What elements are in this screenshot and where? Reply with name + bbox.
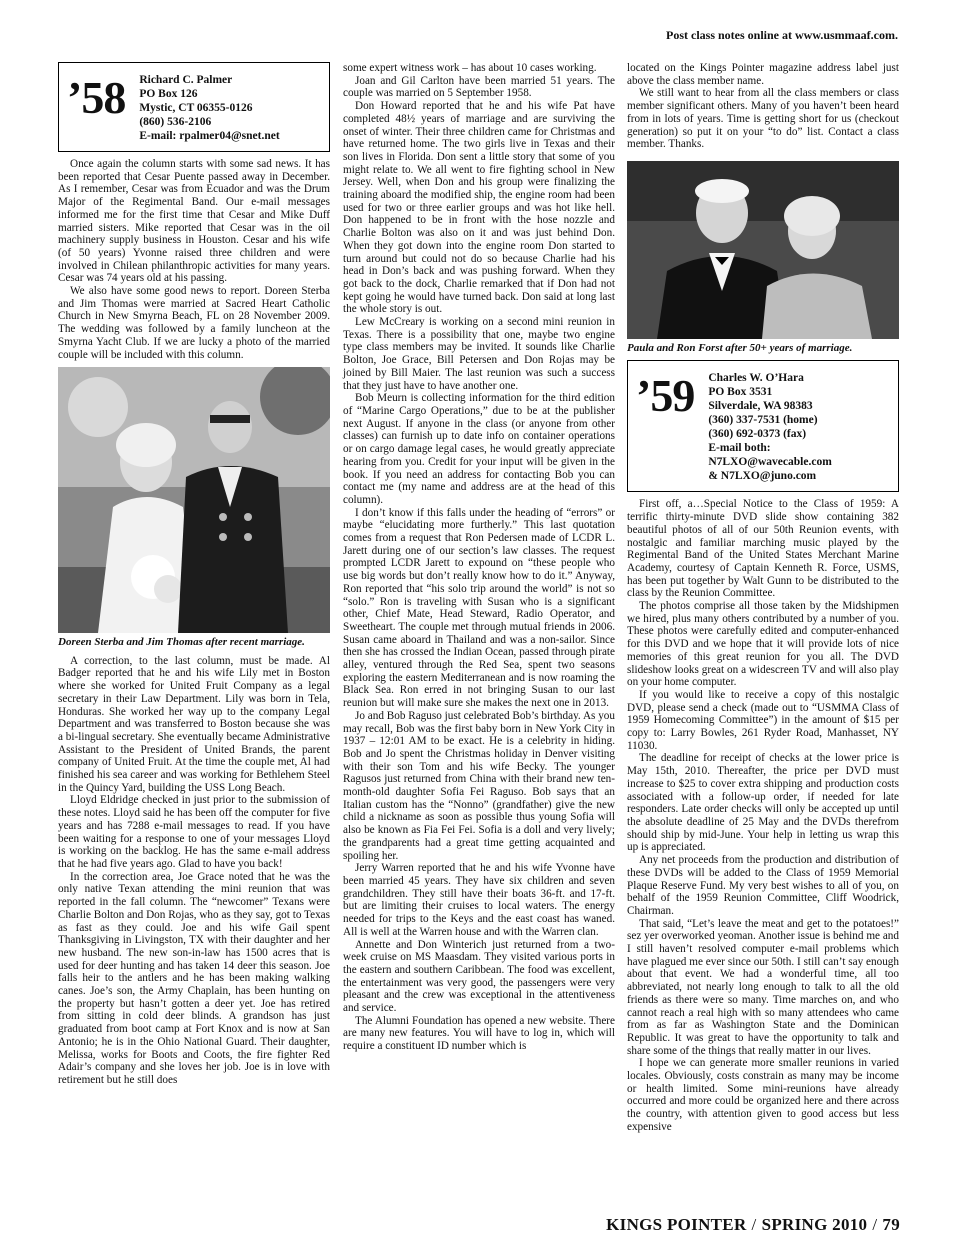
contact-phone-home: (360) 337-7531 (home) bbox=[708, 414, 818, 427]
paragraph: The photos comprise all those taken by the Midshipmen we hired, plus many others contributed by a number of you. These photos were carefully edited and computer-enhanced for this DVD and we hope that it will provide lots of nice memories of this great reunion for you all. The DVD slideshow looks great on a widescreen TV and will also play on your home computer. bbox=[627, 600, 899, 689]
page-footer: KINGS POINTER / SPRING 2010 / 79 bbox=[606, 1215, 900, 1234]
wedding-photo bbox=[58, 367, 330, 633]
paragraph: Jerry Warren reported that he and his wife Yvonne have been married 45 years. They have six children and seven grandchildren. They still have their boats 36-ft. and 17-ft. but are limiting their cruises to local waters. The energy needed for trips to the Keys and the east coast has waned. All is well at the Warren house and with the Warren clan. bbox=[343, 862, 615, 938]
paragraph: located on the Kings Pointer magazine address label just above the class member name. bbox=[627, 62, 899, 87]
class-58-contact bbox=[139, 73, 279, 143]
paragraph: Once again the column starts with some sad news. It has been reported that Cesar Puente passed away in December. As I remember, Cesar was from Ecuador and was the Drum Major of the Regimental Band. Our e-mail messages informed me for the first time that Cesar and Mike Duff married sisters. Mike reported that Cesar was in the oil machinery supply business in Houston. Cesar and his wife (of 50 years) Yvonne raised three children and were involved in Chilean philanthropic activities for many years. Cesar was 74 years old at his passing. bbox=[58, 158, 330, 285]
contact-name: Richard C. Palmer bbox=[139, 74, 233, 86]
column-2 bbox=[343, 62, 615, 1053]
photo-caption-2: Paula and Ron Forst after 50+ years of marriage. bbox=[627, 341, 853, 354]
paragraph: I don’t know if this falls under the heading of “errors” or maybe “elucidating more furtherly.” This last quotation comes from a request that Ron Pedersen made of LCDR L. Jarett during one of our section’s law classes. The request prompted LCDR Jarett to expound on “these people who use big words but don’t really know how to do it.” Anyway, Ron reported that “his solo trip around the world” is not so “solo.” Ron is traveling with Susan who is a significant other, Chief Mate, Head Steward, Radio Operator, and Sweetheart. The couple met through mutual friends in 2006. Susan came aboard in Thailand and was a non-sailor. Since then she has crossed the Indian Ocean, passed through pirate alley, ventured through the Red Sea, spent two seasons exploring the eastern Mediterranean and is now roaming the Black Sea. Ron erred in not bringing Susan to our last reunion but will make sure she makes the next one in 2013. bbox=[343, 506, 615, 710]
paragraph: Joan and Gil Carlton have been married 51 years. The couple was married on 5 September 1958. bbox=[343, 74, 615, 100]
contact-name: Charles W. O’Hara bbox=[708, 372, 804, 385]
contact-email-1[interactable]: N7LXO@wavecable.com bbox=[708, 456, 832, 469]
paragraph: Don Howard reported that he and his wife Pat have completed 48½ years of marriage and are surviving the onset of winter. Their three children came for Christmas and have returned home. The two girls live in Texas and their son lives in Florida. Don sent a little story that some of you might relate to. We all went to fire fighting school in New Jersey. Well, when Don and his group were finalizing the training aboard the modified ship, the engine room had been used for two or three earlier groups and was hot like hell. Don happened to be in front with the hose nozzle and Charlie Bolton was also on it and was just behind Don. When they got down into the engine room Don started to turn around but could not do so because Charlie had his head in Don’s back and was pushing forward. When they got back to the dock, Charlie remarked that if Don had not kept going he would have turned back. Don said at long last the whole story is out. bbox=[343, 100, 615, 316]
paragraph: Jo and Bob Raguso just celebrated Bob’s birthday. As you may recall, Bob was the first baby born in New York City in 1937 – 12:01 AM to be exact. He is a celebrity in hiding. Bob and Jo spent the Christmas holiday in Denver visiting with their son Tom and his wife Becky. The younger Ragusos just returned from China with their brand new ten-month-old daughter Sofia Fei Raguso. Bob says that an Italian custom has the “Nonno” (grandfather) give the new child a nickname as soon as possible thus young Sofia will also be known as Fia Fei Fei. Sofia is a doll and very lively; the grandparents had a great time getting acquainted and spoiling her. bbox=[343, 709, 615, 862]
paragraph: A correction, to the last column, must be made. Al Badger reported that he and his wife Lily met in Boston where she worked for United Fruit Company as a legal secretary in their Law Department. Lily was born in Tela, Honduras. She worked her way up to the company Legal Department and was transferred to Boston because she was a bi-lingual secretary. She eventually became Administrative Assistant to the President of United Brands, the parent company of United Fruit. At the time the couple met, Al had finished his sea career and was working for Bethlehem Steel in the Quincy Yard, building the USS Long Beach. bbox=[58, 654, 330, 794]
paragraph: The deadline for receipt of checks at the lower price is May 15th, 2010. Thereafter, the price per DVD must increase to $25 to cover extra shipping and production costs associated with a follow-up order, if needed for late responders. Late order checks will only be accepted up until the absolute deadline of 25 May and the DVDs therefrom should ship by mid-June. Your help in letting us wrap this up is appreciated. bbox=[627, 752, 899, 854]
contact-phone: (860) 536-2106 bbox=[139, 116, 212, 128]
contact-city: Silverdale, WA 98383 bbox=[708, 400, 813, 413]
paragraph: Any net proceeds from the production and distribution of these DVDs will be added to the Class of 1959 Memorial Plaque Reserve Fund. My very best wishes to all of you, on behalf of the 1959 Reunion Committee, Cliff Woodrick, Chairman. bbox=[627, 854, 899, 917]
column-1 bbox=[58, 62, 330, 1087]
class-year-59: ’59 bbox=[636, 370, 695, 422]
paragraph: Lew McCreary is working on a second mini reunion in Texas. There is a possibility that one, maybe two engine type class members may be invited. It sounds like Charlie Bolton, Joe Grace, Bill Petersen and Don Rojas may be joined by Bill Maier. The last reunion was such a success that they just have to have another one. bbox=[343, 316, 615, 392]
paragraph: That said, “Let’s leave the meat and get to the potatoes!” sez yer overworked yeoman. Another issue is behind me and I still haven’t resolved computer e-mail problems which have plagued me ever since our 50th. I still can’t say enough about that event. We had a wonderful time, all too abbreviated, not nearly long enough to talk to all the old friends as there were so many. Time marches on, and who cannot reach a real high with so many attendees who came from as far as Washington State and the Dominican Republic. It was great to have the opportunity to talk and share some of the things that really matter in our lives. bbox=[627, 917, 899, 1057]
contact-city: Mystic, CT 06355-0126 bbox=[139, 102, 253, 114]
paragraph: In the correction area, Joe Grace noted that he was the only native Texan attending the mini reunion that was reported in the fall column. The “newcomer” Texans were Charlie Bolton and Don Rojas, who as they say, got to Texas as fast as they could. Joe and his wife Gail spent Thanksgiving in Livingston, TX with their daughter and her new husband. The new son-in-law has 1500 acres that is used for deer hunting and has taken 14 deer this season. Joe falls heir to the antlers and he has been making walking canes. Joe’s son, the Army Chaplain, has been hunting on the property but hasn’t gotten a deer yet. Joe has retired from sitting in cold deer blinds. A grandson has just graduated from boot camp at Fort Knox and is now at San Antonio; he is in the Ohio National Guard. Their daughter, Melissa, works for Boots and Coots, the fire fighter Red Adair’s company and she loves her job. Joe is in love with retirement but he still does bbox=[58, 870, 330, 1086]
contact-email-label: E-mail both: bbox=[708, 442, 771, 455]
paragraph: We also have some good news to report. Doreen Sterba and Jim Thomas were married at Sacred Heart Catholic Church in New Smyrna Beach, FL on 28 November 2009. The wedding was followed by a family luncheon at the Smyrna Yacht Club. If we are lucky a photo of the married couple will be included with this column. bbox=[58, 285, 330, 361]
class-59-address-box bbox=[627, 360, 899, 492]
magazine-name: KINGS POINTER bbox=[606, 1215, 747, 1234]
contact-address: PO Box 126 bbox=[139, 88, 198, 100]
paragraph: Annette and Don Winterich just returned from a two-week cruise on MS Maasdam. They visited various ports in the eastern and southern Caribbean. The food was excellent, the entertainment was very good, the passengers were very pleasant and the crew was exceptional in the attentiveness and service. bbox=[343, 938, 615, 1015]
photo-caption-1: Doreen Sterba and Jim Thomas after recent marriage. bbox=[58, 636, 305, 649]
paragraph: I hope we can generate more smaller reunions in varied locales. Obviously, costs constrain as many may be income or health limited. Some mini-reunions have already occurred and more could be organized here and there across the country, with attention given to good access but less expensive bbox=[627, 1057, 899, 1133]
column-3 bbox=[627, 62, 899, 1134]
couple-photo bbox=[627, 161, 899, 339]
class-year-58: ’58 bbox=[67, 72, 126, 123]
paragraph: First off, a…Special Notice to the Class of 1959: A terrific thirty-minute DVD slide show containing 382 beautiful photos of all of our 50th Reunion events, with nostalgic and familiar marching music played by the Regimental Band of the United States Merchant Marine Academy, courtesy of Captain Kenneth R. Force, USMS, has been put together by Walt Gunn to be distributed to the class by the Reunion Committee. bbox=[627, 498, 899, 600]
contact-email[interactable]: E-mail: rpalmer04@snet.net bbox=[139, 130, 280, 142]
contact-email-2[interactable]: & N7LXO@juno.com bbox=[708, 470, 817, 483]
paragraph: The Alumni Foundation has opened a new website. There are many new features. You will have to log in, which will require a constituent ID number which is bbox=[343, 1014, 615, 1053]
header-note: Post class notes online at www.usmmaaf.com. bbox=[666, 28, 898, 42]
paragraph: Bob Meurn is collecting information for the third edition of “Marine Cargo Operations,” due to be at the publisher next August. If anyone in the class (or anyone from other classes) can furnish up to date info on container operations or on cargo damage legal cases, he would greatly appreciate hearing from you. Credit for your input will be given in the book. If you need an address for contacting Bob you can contact me (my name and address are at the head of this column). bbox=[343, 392, 615, 506]
issue-name: SPRING 2010 bbox=[761, 1215, 868, 1234]
class-59-contact bbox=[708, 371, 831, 483]
paragraph: Lloyd Eldridge checked in just prior to the submission of these notes. Lloyd said he has been off the computer for five years and has 7288 e-mail messages to read. If you have been waiting for a response to one of your messages Lloyd is working on the backlog. He has the same e-mail address that he had five years ago. Glad to have you back! bbox=[58, 794, 330, 870]
contact-fax: (360) 692-0373 (fax) bbox=[708, 428, 807, 441]
page-number: 79 bbox=[882, 1215, 900, 1234]
paragraph: We still want to hear from all the class members or class member significant others. Many of you haven’t been heard from in lots of years. Time is getting short for us (checkout generation) so put it on your “to do” list. Contact a class member. Thanks. bbox=[627, 87, 899, 151]
class-58-address-box bbox=[58, 62, 330, 152]
contact-address: PO Box 3531 bbox=[708, 386, 773, 399]
paragraph: some expert witness work – has about 10 cases working. bbox=[343, 62, 597, 74]
paragraph: If you would like to receive a copy of this nostalgic DVD, please send a check (made out to “USMMA Class of 1959 Homecoming Committee”) in the amount of $15 per copy to: Larry Bowles, 261 Ryder Road, Manhasset, NY 11030. bbox=[627, 688, 899, 752]
